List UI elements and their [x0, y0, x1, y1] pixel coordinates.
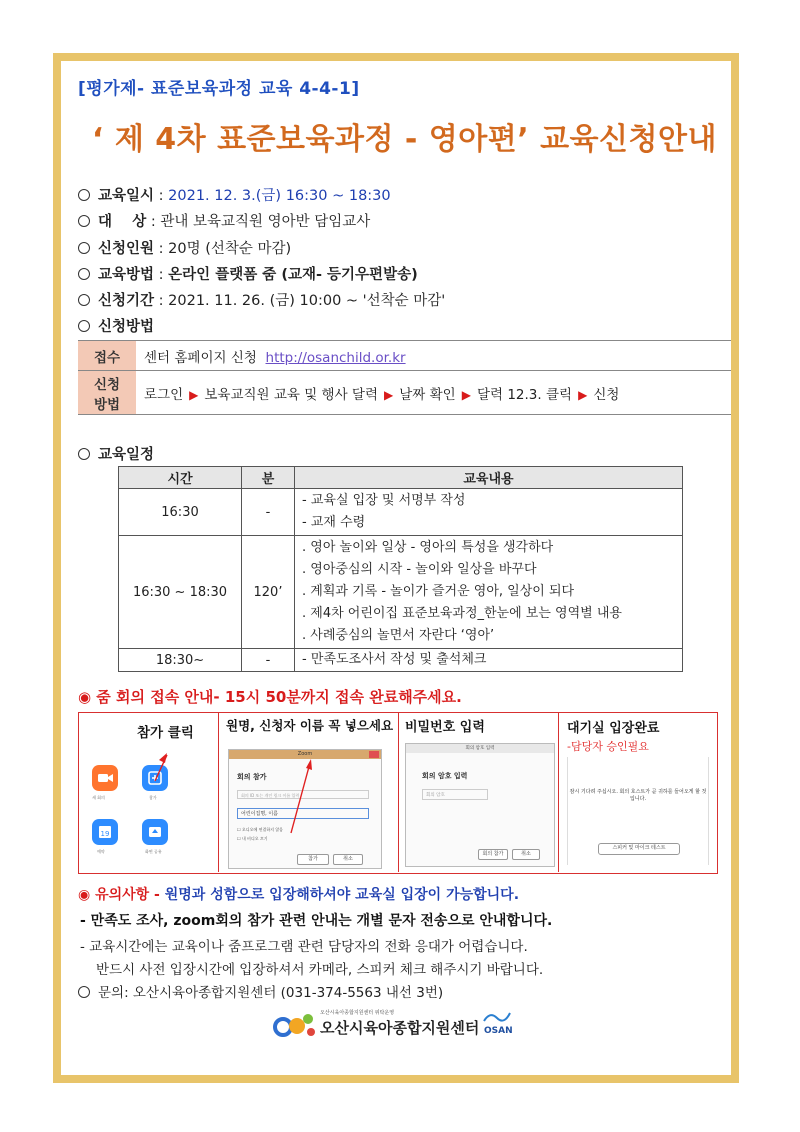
- notice-sms: - 만족도 조사, zoom회의 참가 관련 안내는 개별 문자 전송으로 안내합니다.: [80, 913, 553, 929]
- apply-table: [78, 340, 731, 415]
- osan-wave-icon: [482, 1009, 512, 1025]
- display-name-input[interactable]: 어린이집명, 이름: [237, 808, 369, 819]
- zoom-notice: ◉ 줌 회의 접속 안내- 15시 50분까지 접속 완료해주세요.: [78, 688, 462, 706]
- speaker-test-button[interactable]: 스피커 및 마이크 테스트: [598, 843, 680, 855]
- circle-bullet-icon: [78, 242, 90, 254]
- join-button[interactable]: 참가: [297, 854, 329, 865]
- arrow-right-icon: ▶: [578, 387, 588, 402]
- step-name-label: 원명, 신청자 이름 꼭 넣으세요: [226, 718, 394, 733]
- cancel-button[interactable]: 취소: [512, 849, 540, 860]
- info-count: 신청인원 : 20명 (선착순 마감): [78, 237, 291, 258]
- zoom-step-join: 참가 클릭 새 회의 참가 19 예약 화면 공유: [79, 713, 219, 872]
- cancel-button[interactable]: 취소: [333, 854, 363, 865]
- arrow-right-icon: ▶: [384, 387, 394, 402]
- step-join-label: 참가 클릭: [137, 725, 194, 741]
- info-target: 대 상 : 관내 보육교직원 영아반 담임교사: [78, 210, 370, 231]
- circle-bullet-icon: [78, 215, 90, 227]
- circle-bullet-icon: [78, 448, 90, 460]
- apply-label-receive: 접수: [78, 341, 136, 371]
- notice-camera: 반드시 사전 입장시간에 입장하셔서 카메라, 스피커 체크 해주시기 바랍니다.: [96, 962, 544, 978]
- circle-bullet-icon: [78, 320, 90, 332]
- center-logo: 오산시육아종합지원센터 위탁운영 오산시육아종합지원센터 OSAN: [272, 1008, 522, 1048]
- circle-bullet-icon: [78, 294, 90, 306]
- logo-mark-icon: [272, 1010, 318, 1042]
- caution-note: ◉ 유의사항 - 원명과 성함으로 입장해하셔야 교육실 입장이 가능합니다.: [78, 887, 520, 903]
- apply-label-method: 신청 방법: [78, 371, 136, 415]
- arrow-right-icon: ▶: [461, 387, 471, 402]
- waiting-room-screen: 잠시 기다려 주십시오. 회의 호스트가 곧 귀하를 들어오게 할 것입니다. 스피커 및 마이크 테스트: [567, 757, 709, 865]
- meeting-id-input[interactable]: 회의 ID 또는 개인 링크 이름 입력: [237, 790, 369, 799]
- schedule-heading: 교육일정: [78, 443, 154, 464]
- table-row: 16:30 ~ 18:30 120’ . 영아 놀이와 일상 - 영아의 특성을 생각하다 . 영아중심의 시작 - 놀이와 일상을 바꾸다 . 계획과 기록 - 놀이가 즐거운 영아, 일상이 되다 . 제4차 어린이집 표준보육과정_한눈에 보는 영역별 내용 . 사례중심의 놀면서 자란다 ‘영아’: [119, 536, 683, 649]
- zoom-step-waiting: [559, 713, 716, 872]
- info-period: 신청기간 : 2021. 11. 26. (금) 10:00 ~ '선착순 마감': [78, 289, 445, 310]
- col-header-time: 시간: [119, 467, 242, 489]
- step-waiting-label: 대기실 입장완료: [567, 721, 660, 736]
- pointer-arrow-icon: [79, 713, 219, 872]
- zoom-guide: [78, 712, 718, 874]
- info-method: 교육방법 : 온라인 플랫폼 줌 (교재- 등기우편발송): [78, 263, 418, 284]
- table-row: 18:30~ - - 만족도조사서 작성 및 출석체크: [119, 649, 683, 672]
- info-date: 교육일시 : 2021. 12. 3.(금) 16:30 ~ 18:30: [78, 184, 391, 205]
- approval-note: -담당자 승인필요: [567, 740, 649, 753]
- circle-bullet-icon: [78, 189, 90, 201]
- col-header-min: 분: [242, 467, 295, 489]
- join-meeting-button[interactable]: 회의 참가: [478, 849, 508, 860]
- arrow-right-icon: ▶: [189, 387, 199, 402]
- circle-bullet-icon: [78, 986, 90, 998]
- pointer-arrow-icon: [219, 713, 399, 872]
- col-header-content: 교육내용: [295, 467, 683, 489]
- evaluation-tag: [평가제- 표준보육과정 교육 4-4-1]: [78, 79, 360, 99]
- apply-steps-cell: 로그인 ▶ 보육교직원 교육 및 행사 달력 ▶ 날짜 확인 ▶ 달력 12.3. 클릭 ▶ 신청: [136, 371, 731, 415]
- password-dialog: 회의 암호 입력 회의 암호 입력 회의 암호 회의 참가 취소: [405, 743, 555, 867]
- svg-text:19: 19: [100, 830, 110, 838]
- password-input[interactable]: 회의 암호: [422, 789, 488, 800]
- audio-checkbox[interactable]: ☐ 오디오에 연결하지 않음: [237, 827, 284, 832]
- video-checkbox[interactable]: ☐ 내 비디오 끄기: [237, 836, 268, 841]
- homepage-link[interactable]: http://osanchild.or.kr: [265, 349, 406, 366]
- apply-receive-cell: 센터 홈페이지 신청 http://osanchild.or.kr: [136, 341, 731, 371]
- table-row: 16:30 - - 교육실 입장 및 서명부 작성 - 교재 수령: [119, 489, 683, 536]
- join-dialog: Zoom 회의 참가 회의 ID 또는 개인 링크 이름 입력 어린이집명, 이름 ☐ 오디오에 연결하지 않음 ☐ 내 비디오 끄기 참가 취소: [228, 749, 382, 869]
- circle-bullet-icon: [78, 268, 90, 280]
- zoom-step-name: [219, 713, 399, 872]
- zoom-step-password: [399, 713, 559, 872]
- contact-info: 문의: 오산시육아종합지원센터 (031-374-5563 내선 3번): [78, 981, 443, 1001]
- info-apply: 신청방법: [78, 315, 154, 336]
- page-title: ‘ 제 4차 표준보육과정 - 영아편’ 교육신청안내: [92, 122, 717, 157]
- notice-phone: - 교육시간에는 교육이나 줌프로그램 관련 담당자의 전화 응대가 어렵습니다.: [80, 939, 528, 955]
- step-password-label: 비밀번호 입력: [405, 720, 485, 735]
- schedule-table: [118, 466, 683, 672]
